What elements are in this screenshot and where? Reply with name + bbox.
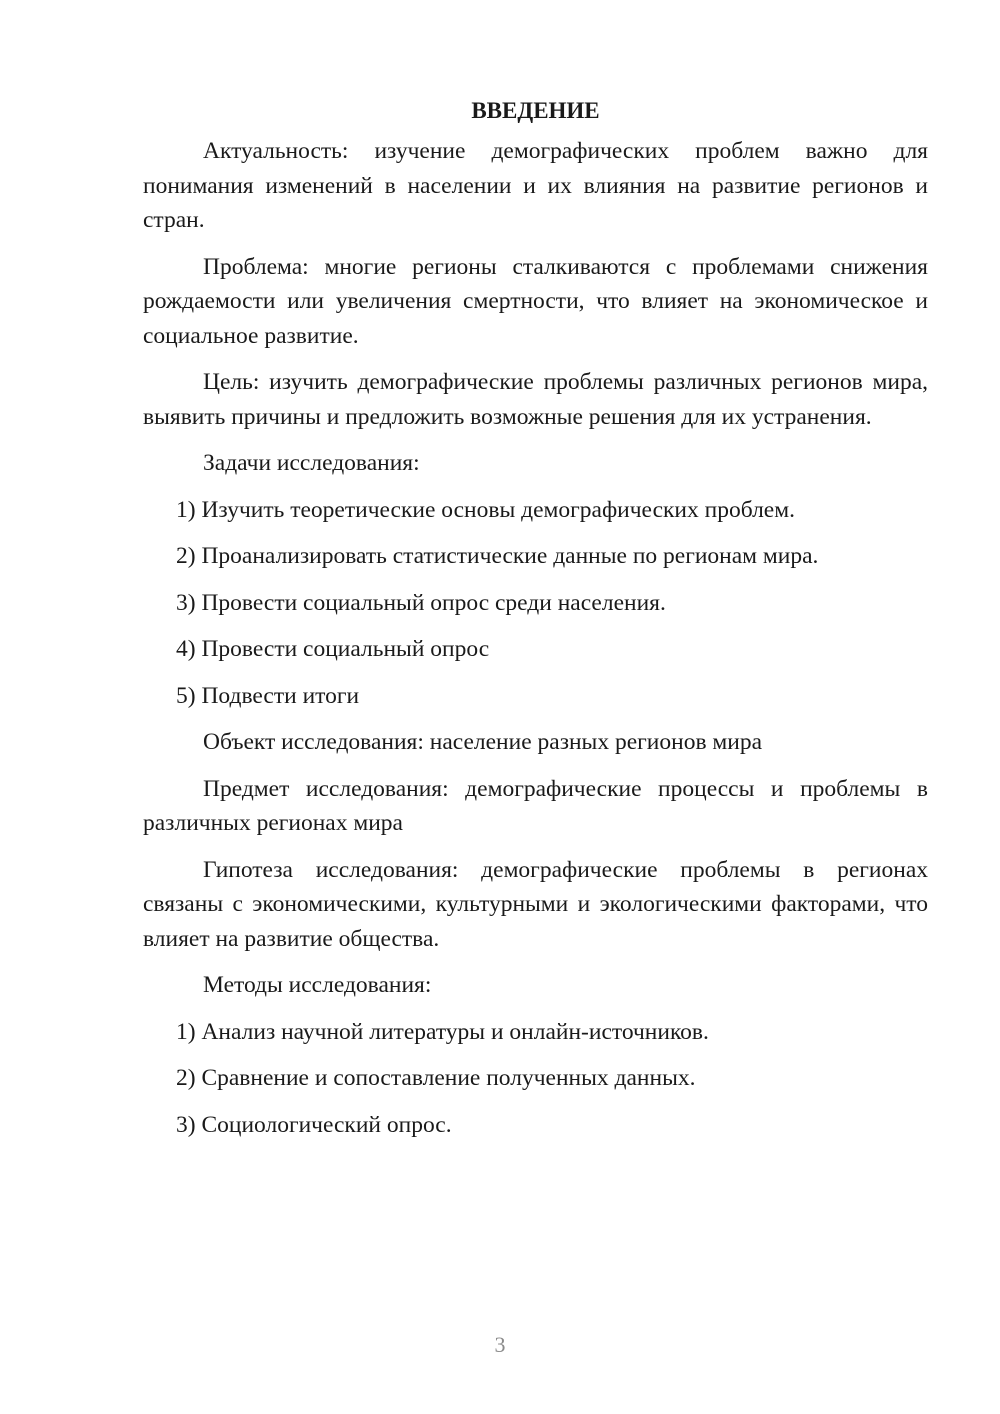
task-item: 1) Изучить теоретические основы демографических проблем.: [176, 496, 795, 523]
goal-paragraph: Цель: изучить демографические проблемы различных регионов мира, выявить причины и предложить возможные решения для их устранения.: [143, 369, 928, 430]
section-title: ВВЕДЕНИЕ: [471, 98, 600, 123]
problem-paragraph: Проблема: многие регионы сталкиваются с проблемами снижения рождаемости или увеличения смертности, что влияет на экономическое и социальное развитие.: [143, 253, 928, 349]
tasks-heading: Задачи исследования:: [203, 450, 420, 476]
method-item: 3) Социологический опрос.: [176, 1111, 452, 1138]
relevance-paragraph: Актуальность: изучение демографических проблем важно для понимания изменений в населении и их влияния на развитие регионов и стран.: [143, 138, 928, 233]
object-paragraph: Объект исследования: население разных регионов мира: [203, 729, 763, 755]
task-item: 2) Проанализировать статистические данные по регионам мира.: [176, 543, 819, 569]
task-item: 3) Провести социальный опрос среди населения.: [176, 589, 666, 616]
hypothesis-paragraph: Гипотеза исследования: демографические проблемы в регионах связаны с экономическими, культурными и экологическими факторами, что влияет на развитие общества.: [143, 856, 928, 952]
subject-paragraph: Предмет исследования: демографические процессы и проблемы в различных регионах мира: [143, 775, 928, 836]
method-item: 2) Сравнение и сопоставление полученных данных.: [176, 1065, 696, 1091]
methods-heading: Методы исследования:: [203, 972, 432, 998]
task-item: 5) Подвести итоги: [176, 682, 360, 709]
page-number: 3: [494, 1332, 506, 1357]
task-item: 4) Провести социальный опрос: [176, 636, 490, 662]
method-item: 1) Анализ научной литературы и онлайн-источников.: [176, 1018, 709, 1045]
page-content: [143, 94, 928, 1154]
